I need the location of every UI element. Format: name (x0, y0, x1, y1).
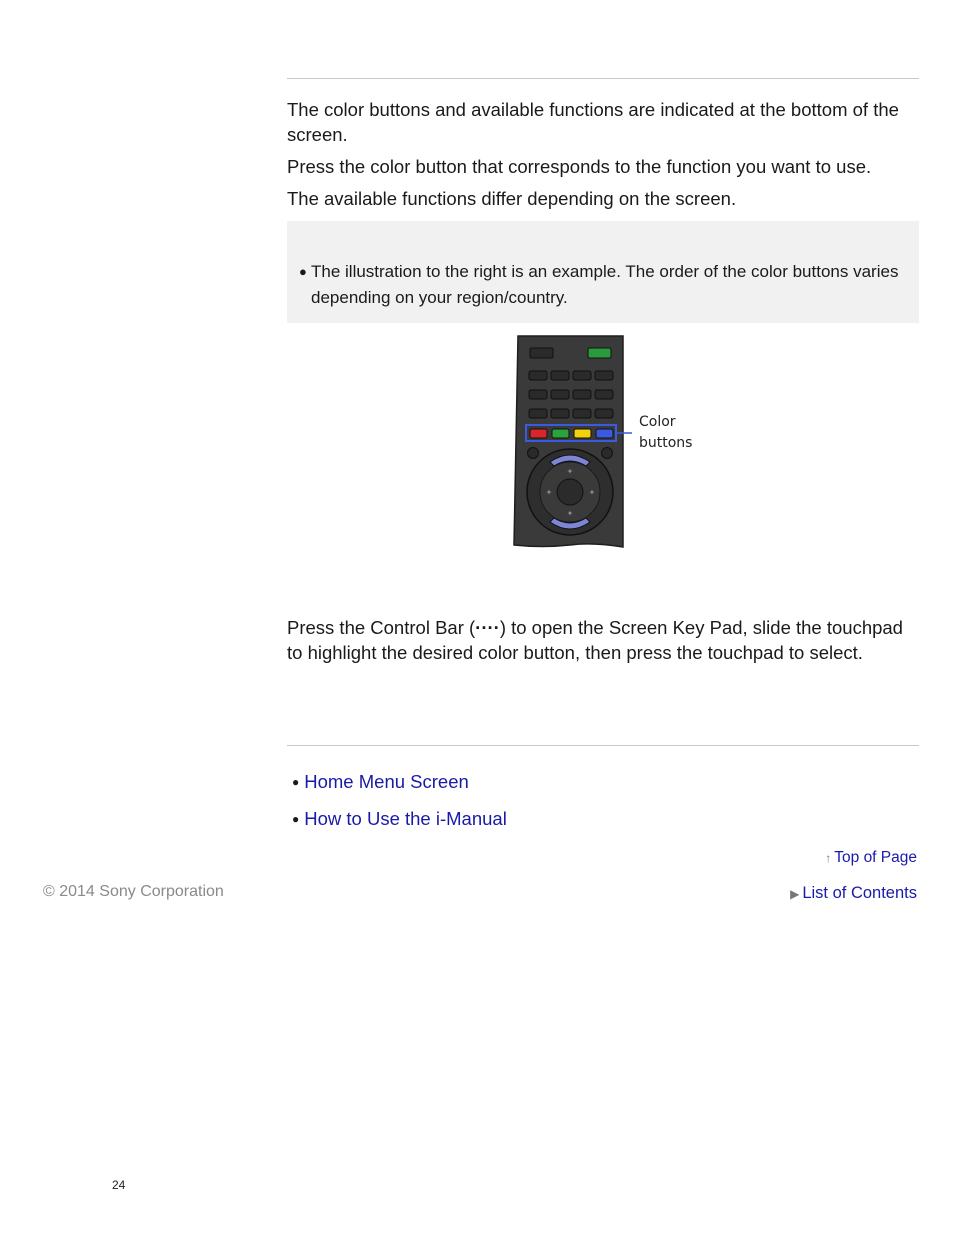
note-item (299, 259, 904, 311)
dpad-center-button (557, 479, 583, 505)
dpad-right-icon: ✦ (588, 488, 596, 497)
touchpad-text-before: Press the Control Bar ( (287, 617, 476, 638)
note-box (287, 221, 919, 323)
arrow-up-icon: ↑ (825, 851, 832, 865)
color-buttons-callout (639, 412, 692, 454)
top-divider (287, 78, 919, 79)
arrow-right-icon: ▶ (790, 887, 800, 901)
input-button (588, 348, 611, 358)
remote-illustration (512, 334, 632, 552)
how-to-use-i-manual-link[interactable]: How to Use the i-Manual (304, 808, 507, 829)
intro-paragraph-1: The color buttons and available functions are indicated at the bottom of the screen. (287, 99, 899, 145)
yellow-button (574, 429, 591, 438)
top-of-page-link[interactable]: Top of Page (834, 849, 917, 866)
control-bar-dots-icon: ···· (475, 617, 500, 638)
side-round-button-right (602, 448, 613, 459)
intro-paragraph-2: Press the color button that corresponds to the function you want to use. (287, 156, 872, 177)
dpad-left-icon: ✦ (545, 488, 553, 497)
bullet-icon: ● (292, 775, 300, 789)
home-menu-screen-link[interactable]: Home Menu Screen (304, 771, 469, 792)
callout-line-1: Color (639, 414, 676, 430)
intro-paragraph-3: The available functions differ depending on the screen. (287, 188, 737, 209)
blue-button (596, 429, 613, 438)
dpad-down-icon: ✦ (566, 509, 574, 518)
related-divider (287, 745, 919, 746)
touchpad-paragraph (287, 615, 917, 665)
list-of-contents-nav (790, 883, 917, 904)
top-of-page-nav (825, 848, 917, 868)
copyright-text: © 2014 Sony Corporation (43, 883, 224, 900)
list-of-contents-link[interactable]: List of Contents (802, 884, 917, 902)
callout-line-2: buttons (639, 435, 693, 451)
power-button (530, 348, 553, 358)
note-text: The illustration to the right is an example. The order of the color buttons varies depending on your region/country. (311, 262, 899, 307)
bullet-icon: ● (299, 264, 307, 279)
related-item-home-menu (292, 770, 469, 794)
related-item-how-to-use (292, 807, 507, 831)
side-round-button-left (528, 448, 539, 459)
dpad-up-icon: ✦ (566, 467, 574, 476)
bullet-icon: ● (292, 812, 300, 826)
green-button (552, 429, 569, 438)
touchpad-text-after: ) to open the Screen Key Pad, slide the touchpad to highlight the desired color button, then press the touchpad to select. (287, 617, 903, 663)
red-button (530, 429, 547, 438)
page-number: 24 (112, 1178, 126, 1192)
